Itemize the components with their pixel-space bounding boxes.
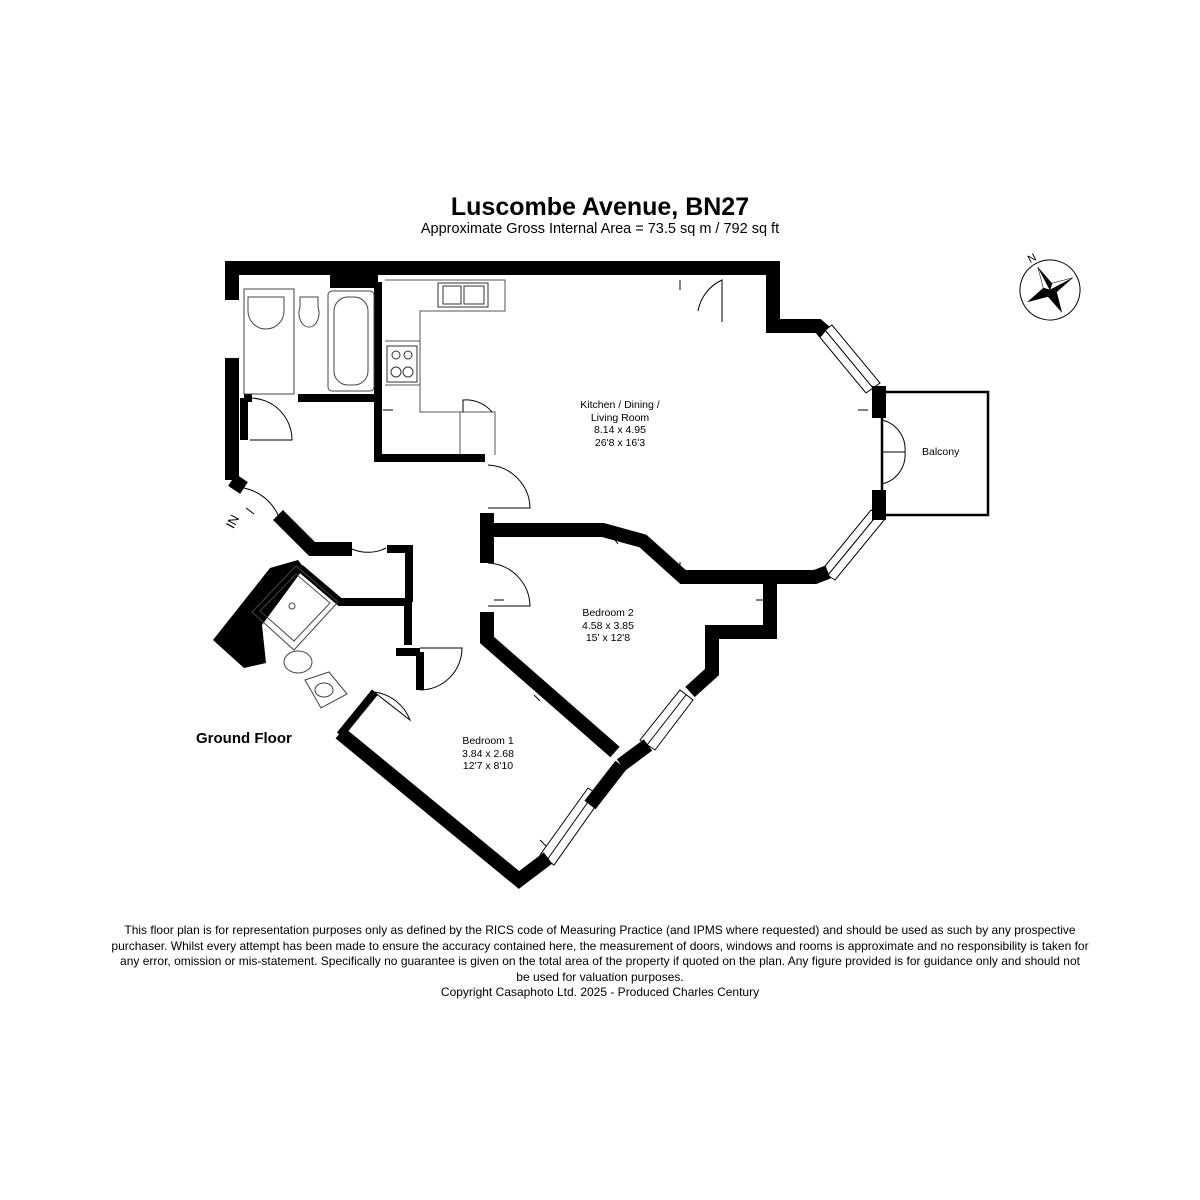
disclaimer-line-4: be used for valuation purposes.: [516, 969, 684, 984]
kitchen-sink-icon: [438, 283, 488, 307]
kitchen-name-line2: Living Room: [590, 411, 650, 424]
room-label-bedroom-1: [438, 735, 538, 773]
entrance-label: IN: [222, 512, 243, 531]
ensuite-toilet-icon: [284, 651, 312, 673]
kitchen-metric: 8.14 x 4.95: [594, 424, 646, 436]
bedroom1-name: Bedroom 1: [462, 735, 514, 747]
internal-walls: [244, 282, 485, 735]
hob-icon: [387, 346, 417, 382]
room-label-bedroom-2: [558, 607, 658, 645]
bedroom2-imperial: 15' x 12'8: [585, 632, 631, 644]
room-label-kitchen: [560, 399, 680, 449]
copyright-line: Copyright Casaphoto Ltd. 2025 - Produced Charles Century: [440, 985, 760, 999]
outer-walls: [232, 268, 879, 880]
bedroom1-imperial: 12'7 x 8'10: [462, 760, 514, 772]
bedroom1-metric: 3.84 x 2.68: [462, 747, 514, 760]
dimension-markers: [246, 280, 868, 846]
disclaimer-line-2: purchaser. Whilst every attempt has been made to ensure the accuracy contained here, the measurement of doors, windows and rooms is approximate and no responsibility is taken for: [111, 938, 1089, 953]
ensuite-basin-icon: [305, 672, 347, 708]
ensuite-wall-block: [213, 560, 304, 668]
compass-rose-icon: [1004, 239, 1091, 331]
bedroom2-metric: 4.58 x 3.85: [582, 619, 634, 632]
compass-north-label: N: [1025, 251, 1039, 266]
disclaimer-line-1: This floor plan is for representation purposes only as defined by the RICS code of Measuring Practice (and IPMS where requested) and should be used as such by any prospective: [124, 923, 1076, 937]
floor-label: Ground Floor: [196, 730, 292, 747]
bedroom2-name: Bedroom 2: [582, 607, 634, 619]
room-label-balcony: Balcony: [922, 446, 960, 458]
basin-icon: [248, 297, 284, 329]
plan-title: Luscombe Avenue, BN27: [450, 193, 750, 221]
kitchen-units: [385, 280, 505, 455]
kitchen-name-line1: Kitchen / Dining /: [580, 399, 660, 411]
disclaimer: [80, 923, 1120, 1001]
toilet-icon: [299, 297, 319, 327]
plan-area-subtitle: Approximate Gross Internal Area = 73.5 sq m / 792 sq ft: [420, 221, 780, 237]
bathroom-fixtures: [244, 289, 374, 394]
kitchen-imperial: 26'8 x 16'3: [594, 436, 646, 449]
riser-block: [330, 268, 378, 288]
disclaimer-line-3: any error, omission or mis-statement. Specifically no guarantee is given on the total area of the property if quoted on the plan. Any figure provided is for guidance only and should not: [120, 954, 1080, 968]
doors: [244, 280, 905, 720]
